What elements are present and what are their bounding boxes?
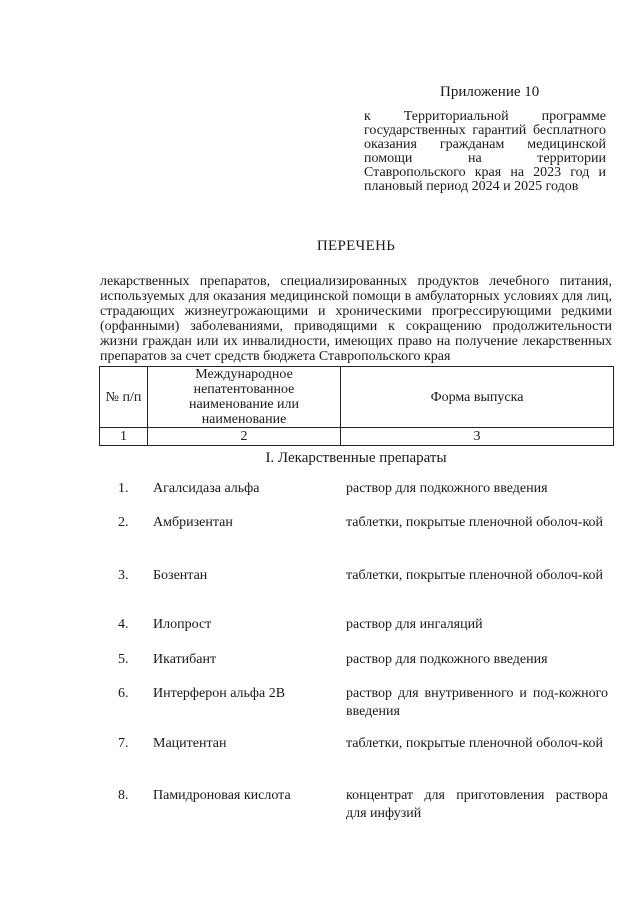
item-number: 2. xyxy=(118,515,129,530)
item-form: концентрат для приготовления раствора для инфузий xyxy=(346,788,608,821)
col-form-header: Форма выпуска xyxy=(341,367,614,428)
column-numbers-row xyxy=(100,428,614,446)
document-intro: лекарственных препаратов, специализированных продуктов лечебного питания, используемых для оказания медицинской помощи в амбулаторных условиях для лиц, страдающих жизнеугрожающими и хроническими прогрессирующими редкими (орфанными) заболеваниями, приводящими к сокращению продолжительности жизни граждан или их инвалидности, имеющих право на получение лекарственных препаратов за счет средств бюджета Ставропольского края xyxy=(100,274,612,364)
item-number: 3. xyxy=(118,568,129,583)
item-form: раствор для подкожного введения xyxy=(346,481,548,496)
item-name: Илопрост xyxy=(153,617,212,632)
item-number: 7. xyxy=(118,736,129,751)
item-name: Агалсидаза альфа xyxy=(153,481,260,496)
item-number: 6. xyxy=(118,686,129,701)
item-name: Бозентан xyxy=(153,568,208,583)
appendix-title: Приложение 10 xyxy=(440,84,540,100)
header-table xyxy=(99,366,614,446)
header-row xyxy=(100,367,614,428)
col-number-header: № п/п xyxy=(100,367,148,428)
col-name-index: 2 xyxy=(148,428,341,446)
item-number: 4. xyxy=(118,617,129,632)
item-form: раствор для внутривенного и под-кожного введения xyxy=(346,686,608,719)
col-form-index: 3 xyxy=(341,428,614,446)
item-form: раствор для ингаляций xyxy=(346,617,483,632)
item-form: таблетки, покрытые пленочной оболоч-кой xyxy=(346,568,604,583)
item-form: раствор для подкожного введения xyxy=(346,652,548,667)
item-name: Амбризентан xyxy=(153,515,233,530)
appendix-text: к Территориальной программе государственных гарантий бесплатного оказания гражданам медицинской помощи на территории Ставропольского края на 2023 год и плановый период 2024 и 2025 годов xyxy=(364,109,606,194)
document-heading: ПЕРЕЧЕНЬ xyxy=(316,238,396,254)
item-form: таблетки, покрытые пленочной оболоч-кой xyxy=(346,515,604,530)
item-name: Интерферон альфа 2B xyxy=(153,686,286,701)
col-number-index: 1 xyxy=(100,428,148,446)
item-number: 8. xyxy=(118,788,129,803)
item-name: Икатибант xyxy=(153,652,217,667)
col-name-header: Международное непатентованное наименование или наименование xyxy=(148,367,341,428)
section-title: I. Лекарственные препараты xyxy=(265,450,447,466)
item-form: таблетки, покрытые пленочной оболоч-кой xyxy=(346,736,604,751)
item-number: 1. xyxy=(118,481,129,496)
item-number: 5. xyxy=(118,652,129,667)
item-name: Памидроновая кислота xyxy=(153,788,291,803)
item-name: Мацитентан xyxy=(153,736,227,751)
